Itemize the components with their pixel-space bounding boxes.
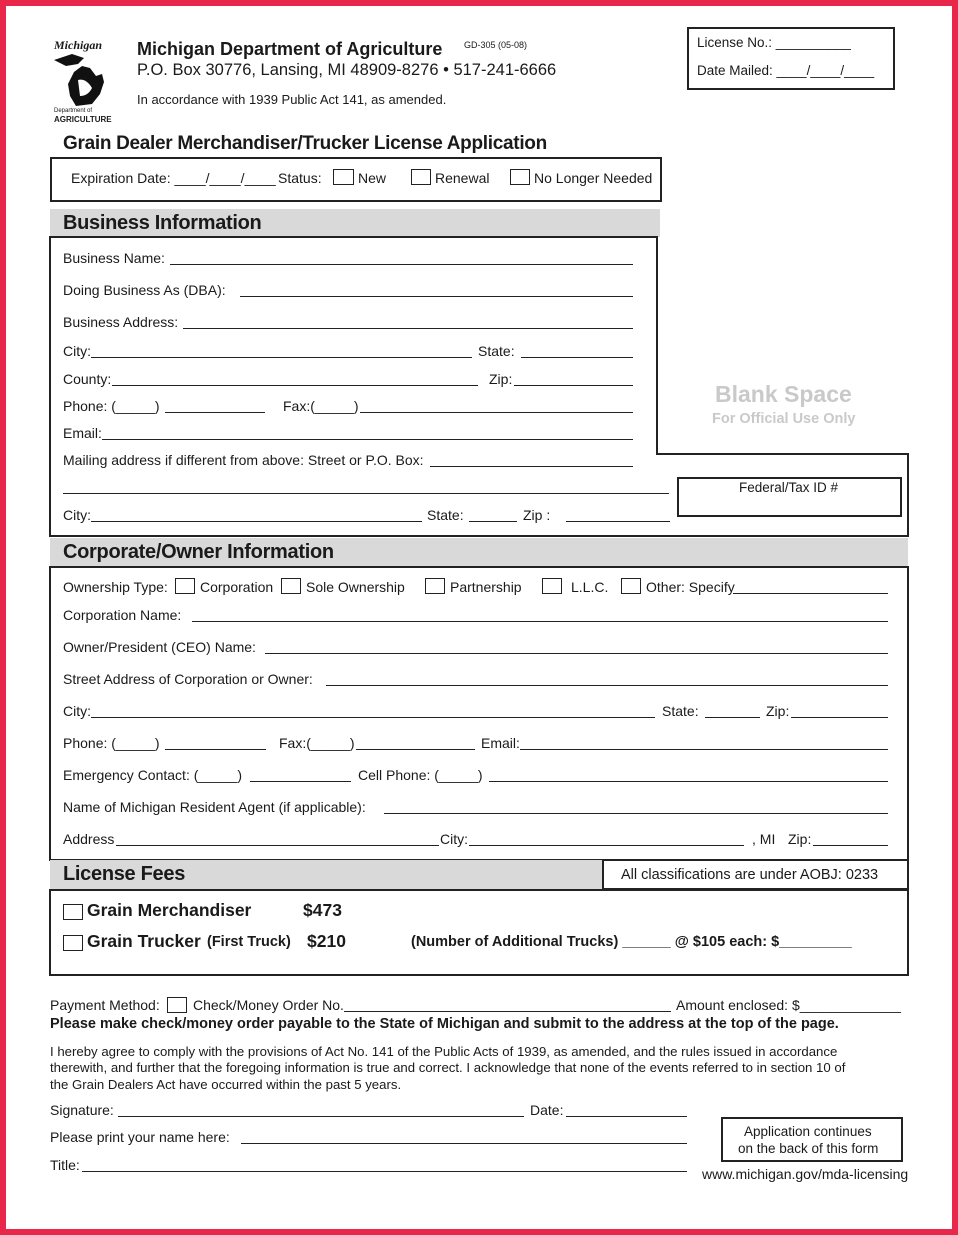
continues-line-1: Application continues (744, 1124, 872, 1139)
corporate-section-header (50, 538, 908, 566)
corp-state-field[interactable] (705, 717, 760, 718)
grain-trucker-note: (First Truck) (207, 934, 291, 950)
dba-field[interactable] (240, 296, 633, 297)
grain-trucker-label: Grain Trucker (87, 931, 201, 951)
corp-name-label: Corporation Name: (63, 607, 182, 623)
mailing-address-line-2[interactable] (63, 493, 669, 494)
status-new-checkbox[interactable] (333, 169, 354, 185)
emergency-contact-label: Emergency Contact: (_____) (63, 767, 242, 783)
corp-street-label: Street Address of Corporation or Owner: (63, 671, 313, 687)
mailing-city-label: City: (63, 507, 91, 523)
mailing-zip-label: Zip : (523, 507, 551, 523)
mailing-zip-field[interactable] (566, 521, 670, 522)
owner-name-label: Owner/President (CEO) Name: (63, 639, 256, 655)
corporation-label: Corporation (200, 579, 274, 595)
logo-bottom-text-1: Department of (54, 108, 93, 114)
corp-city-field[interactable] (91, 717, 655, 718)
email-field[interactable] (102, 439, 633, 440)
grain-trucker-fee: $210 (307, 931, 346, 951)
business-outline-right2 (907, 453, 909, 536)
status-no-longer-needed-checkbox[interactable] (510, 169, 530, 185)
dba-label: Doing Business As (DBA): (63, 282, 226, 298)
business-outline-right (656, 236, 658, 454)
agent-address-label: Address (63, 831, 115, 847)
michigan-map-icon (52, 50, 112, 110)
cell-phone-field[interactable] (489, 781, 888, 782)
emergency-contact-field[interactable] (250, 781, 351, 782)
partnership-label: Partnership (450, 579, 522, 595)
logo-top-text: Michigan (54, 38, 103, 52)
act-line: In accordance with 1939 Public Act 141, as amended. (137, 92, 447, 107)
agreement-line-3: the Grain Dealers Act have occurred within the past 5 years. (50, 1077, 402, 1092)
amount-enclosed-field[interactable]: Amount enclosed: $_____________ (676, 997, 901, 1013)
expiration-date-field[interactable]: Expiration Date: ____/____/____ (71, 170, 276, 186)
fax-field[interactable] (360, 412, 633, 413)
agreement-line-2: therewith, and further that the foregoing information is true and correct. I acknowledge that none of the events referred to in section 10 of (50, 1060, 846, 1075)
agent-zip-field[interactable] (813, 845, 888, 846)
business-name-field[interactable] (170, 264, 633, 265)
county-label: County: (63, 371, 112, 387)
llc-label: L.L.C. (571, 579, 609, 595)
corp-zip-label: Zip: (766, 703, 790, 719)
title-label: Title: (50, 1157, 80, 1173)
business-outline-bottom (49, 535, 909, 537)
agency-name: Michigan Department of Agriculture (137, 39, 443, 59)
payable-note: Please make check/money order payable to the State of Michigan and submit to the address at the top of the page. (50, 1016, 839, 1032)
sole-ownership-label: Sole Ownership (306, 579, 405, 595)
business-address-label: Business Address: (63, 314, 179, 330)
aobj-note: All classifications are under AOBJ: 0233 (621, 867, 879, 883)
state-field[interactable] (521, 357, 633, 358)
date-label: Date: (530, 1102, 564, 1118)
corp-email-label: Email: (481, 735, 520, 751)
corporation-checkbox[interactable] (175, 578, 195, 594)
fees-section-header (50, 860, 602, 890)
additional-trucks-field[interactable]: (Number of Additional Trucks) ______ @ $105 each: $_________ (411, 934, 852, 950)
continues-line-2: on the back of this form (738, 1141, 879, 1156)
official-use-title: Blank Space (715, 381, 852, 407)
business-section-header (50, 209, 660, 237)
corp-zip-field[interactable] (791, 717, 888, 718)
logo-bottom-text-2: AGRICULTURE (54, 115, 112, 124)
zip-field[interactable] (514, 385, 633, 386)
signature-field[interactable] (118, 1116, 524, 1117)
agreement-line-1: I hereby agree to comply with the provisions of Act No. 141 of the Public Acts of 1939, as amended, and the rules issued in accordance (50, 1044, 838, 1059)
corp-fax-field[interactable] (356, 749, 475, 750)
corp-fax-label: Fax:(_____) (279, 735, 355, 751)
agent-zip-label: Zip: (788, 831, 812, 847)
city-field[interactable] (91, 357, 472, 358)
other-specify-field[interactable] (733, 593, 888, 594)
county-field[interactable] (112, 385, 478, 386)
ownership-type-label: Ownership Type: (63, 579, 168, 595)
form-code: GD-305 (05-08) (464, 40, 528, 50)
business-address-field[interactable] (183, 328, 633, 329)
corp-phone-label: Phone: (_____) (63, 735, 160, 751)
resident-agent-label: Name of Michigan Resident Agent (if applicable): (63, 799, 366, 815)
zip-label: Zip: (489, 371, 513, 387)
partnership-checkbox[interactable] (425, 578, 445, 594)
business-outline (49, 236, 51, 536)
corp-email-field[interactable] (520, 749, 888, 750)
llc-checkbox[interactable] (542, 578, 562, 594)
mailing-city-field[interactable] (91, 521, 422, 522)
corp-street-field[interactable] (326, 685, 888, 686)
tax-id-label: Federal/Tax ID # (739, 480, 839, 495)
date-field[interactable] (566, 1116, 687, 1117)
mda-logo (50, 38, 114, 126)
grain-merchandiser-label: Grain Merchandiser (87, 900, 252, 920)
sole-ownership-checkbox[interactable] (281, 578, 301, 594)
status-label: Status: (278, 170, 322, 186)
status-renewal-label: Renewal (435, 170, 490, 186)
official-use-subtitle: For Official Use Only (712, 411, 856, 427)
mailing-address-field[interactable] (430, 466, 633, 467)
corp-city-label: City: (63, 703, 91, 719)
phone-field[interactable] (165, 412, 265, 413)
mailing-address-label: Mailing address if different from above: Street or P.O. Box: (63, 452, 424, 468)
title-field[interactable] (82, 1171, 687, 1172)
grain-merchandiser-checkbox[interactable] (63, 904, 83, 920)
business-name-label: Business Name: (63, 250, 165, 266)
license-no-field: License No.: __________ (697, 35, 851, 50)
resident-agent-field[interactable] (384, 813, 888, 814)
agency-address: P.O. Box 30776, Lansing, MI 48909-8276 • 517-241-6666 (137, 61, 557, 79)
mailing-state-field[interactable] (469, 521, 517, 522)
grain-trucker-checkbox[interactable] (63, 935, 83, 951)
email-label: Email: (63, 425, 102, 441)
form-title: Grain Dealer Merchandiser/Trucker License Application (63, 133, 547, 154)
mailing-state-label: State: (427, 507, 464, 523)
agent-address-field[interactable] (116, 845, 439, 846)
print-name-field[interactable] (241, 1143, 687, 1144)
city-label: City: (63, 343, 91, 359)
fax-label: Fax:(_____) (283, 398, 359, 414)
agent-city-label: City: (440, 831, 468, 847)
corporate-heading: Corporate/Owner Information (63, 541, 334, 563)
corp-name-field[interactable] (192, 621, 888, 622)
status-no-longer-needed-label: No Longer Needed (534, 170, 653, 186)
phone-label: Phone: (_____) (63, 398, 160, 414)
business-outline-top (49, 236, 657, 238)
cell-phone-label: Cell Phone: (_____) (358, 767, 483, 783)
agent-state-label: , MI (752, 831, 776, 847)
date-mailed-field: Date Mailed: ____/____/____ (697, 63, 875, 78)
business-outline-step (656, 453, 908, 455)
corp-phone-field[interactable] (165, 749, 266, 750)
check-money-order-label: Check/Money Order No. (193, 997, 344, 1013)
website-link[interactable]: www.michigan.gov/mda-licensing (702, 1166, 909, 1182)
business-heading: Business Information (63, 212, 262, 234)
owner-name-field[interactable] (265, 653, 888, 654)
agent-city-field[interactable] (469, 845, 744, 846)
other-checkbox[interactable] (621, 578, 641, 594)
fees-heading: License Fees (63, 863, 186, 885)
corp-state-label: State: (662, 703, 699, 719)
check-money-order-checkbox[interactable] (167, 997, 187, 1013)
check-number-field[interactable] (344, 1011, 671, 1012)
state-label: State: (478, 343, 515, 359)
status-new-label: New (358, 170, 387, 186)
status-renewal-checkbox[interactable] (411, 169, 431, 185)
other-label: Other: Specify (646, 579, 735, 595)
signature-label: Signature: (50, 1102, 114, 1118)
grain-merchandiser-fee: $473 (303, 900, 342, 920)
print-name-label: Please print your name here: (50, 1129, 230, 1145)
payment-method-label: Payment Method: (50, 997, 160, 1013)
